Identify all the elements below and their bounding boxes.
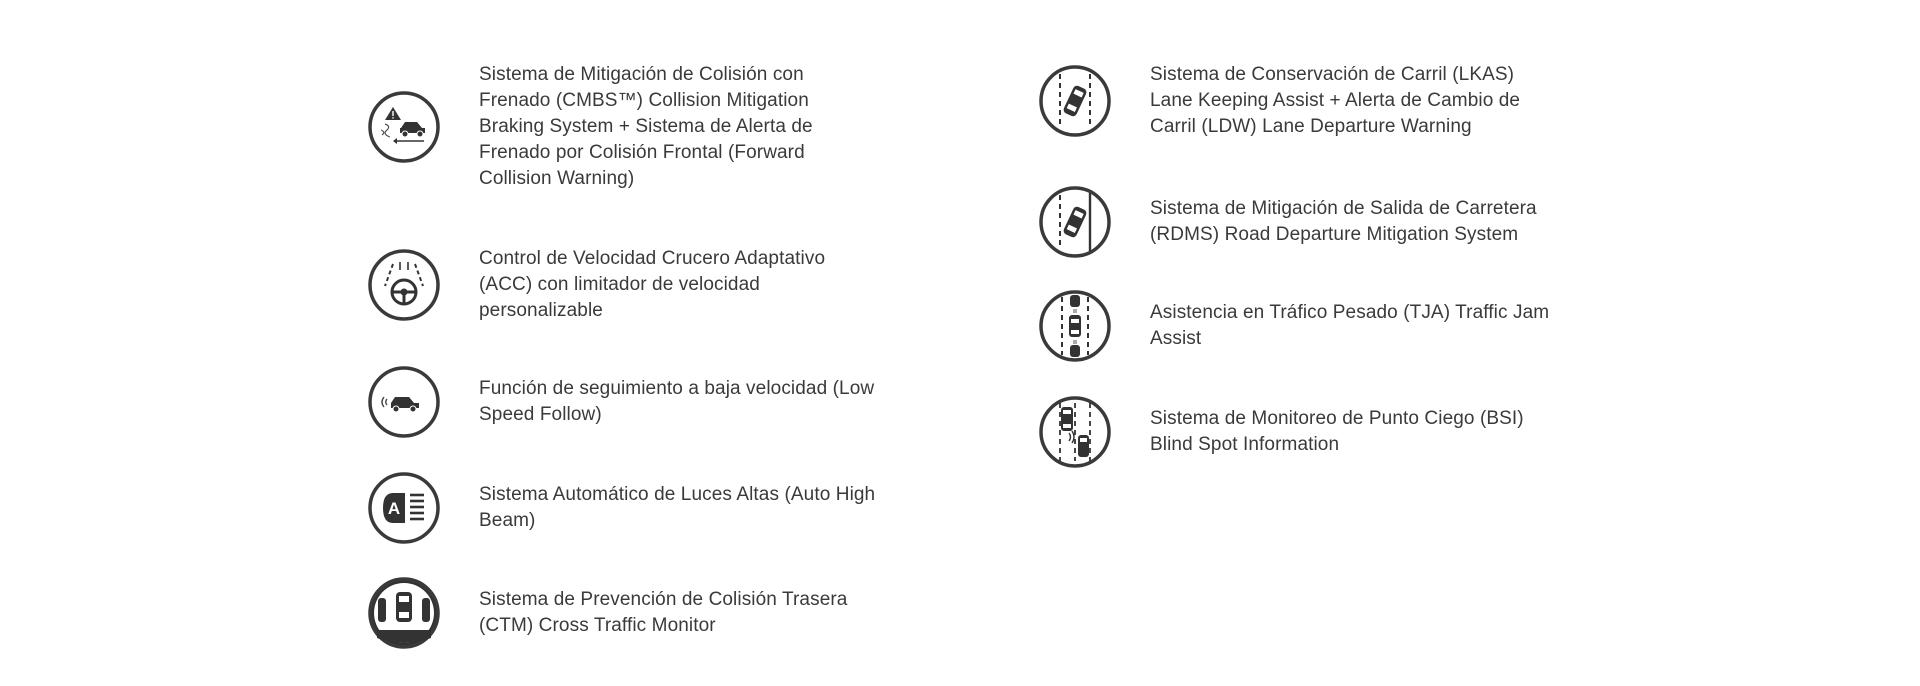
feature-text: Control de Velocidad Crucero Adaptativo (ACC) con limitador de velocidad personalizable xyxy=(479,248,826,321)
svg-text:A: A xyxy=(387,499,401,518)
feature-text: Sistema de Monitoreo de Punto Ciego (BSI) Blind Spot Information xyxy=(1150,408,1524,455)
feature-item-cross-traffic-monitor xyxy=(367,574,879,652)
blind-spot-icon xyxy=(1038,395,1112,469)
adaptive-cruise-icon xyxy=(367,248,441,322)
feature-item-traffic-jam-assist xyxy=(1038,287,1550,365)
feature-text: Sistema de Mitigación de Colisión con Frenado (CMBS™) Collision Mitigation Braking System + Sistema de Alerta de Frenado por Colisión Frontal (Forward Collision Warning) xyxy=(479,64,813,189)
lane-keeping-icon xyxy=(1038,64,1112,138)
feature-item-low-speed-follow xyxy=(367,363,879,441)
feature-item-adaptive-cruise xyxy=(367,241,879,329)
feature-item-auto-high-beam xyxy=(367,469,879,547)
feature-text: Sistema de Prevención de Colisión Trasera (CTM) Cross Traffic Monitor xyxy=(479,589,848,636)
feature-item-collision-mitigation xyxy=(367,52,879,202)
auto-high-beam-icon xyxy=(367,471,441,545)
road-departure-icon xyxy=(1038,185,1112,259)
feature-text: Asistencia en Tráfico Pesado (TJA) Traffic Jam Assist xyxy=(1150,302,1550,349)
collision-warning-icon xyxy=(367,90,441,164)
cross-traffic-monitor-icon xyxy=(367,576,441,650)
low-speed-follow-icon xyxy=(367,365,441,439)
traffic-jam-assist-icon xyxy=(1038,289,1112,363)
feature-item-road-departure xyxy=(1038,183,1550,261)
feature-text: Sistema Automático de Luces Altas (Auto High Beam) xyxy=(479,484,876,531)
feature-text: Función de seguimiento a baja velocidad (Low Speed Follow) xyxy=(479,378,875,425)
feature-item-blind-spot xyxy=(1038,393,1550,471)
feature-text: Sistema de Conservación de Carril (LKAS) Lane Keeping Assist + Alerta de Cambio de Carril (LDW) Lane Departure Warning xyxy=(1150,64,1521,137)
feature-item-lane-keeping xyxy=(1038,52,1550,150)
feature-text: Sistema de Mitigación de Salida de Carretera (RDMS) Road Departure Mitigation System xyxy=(1150,198,1537,245)
